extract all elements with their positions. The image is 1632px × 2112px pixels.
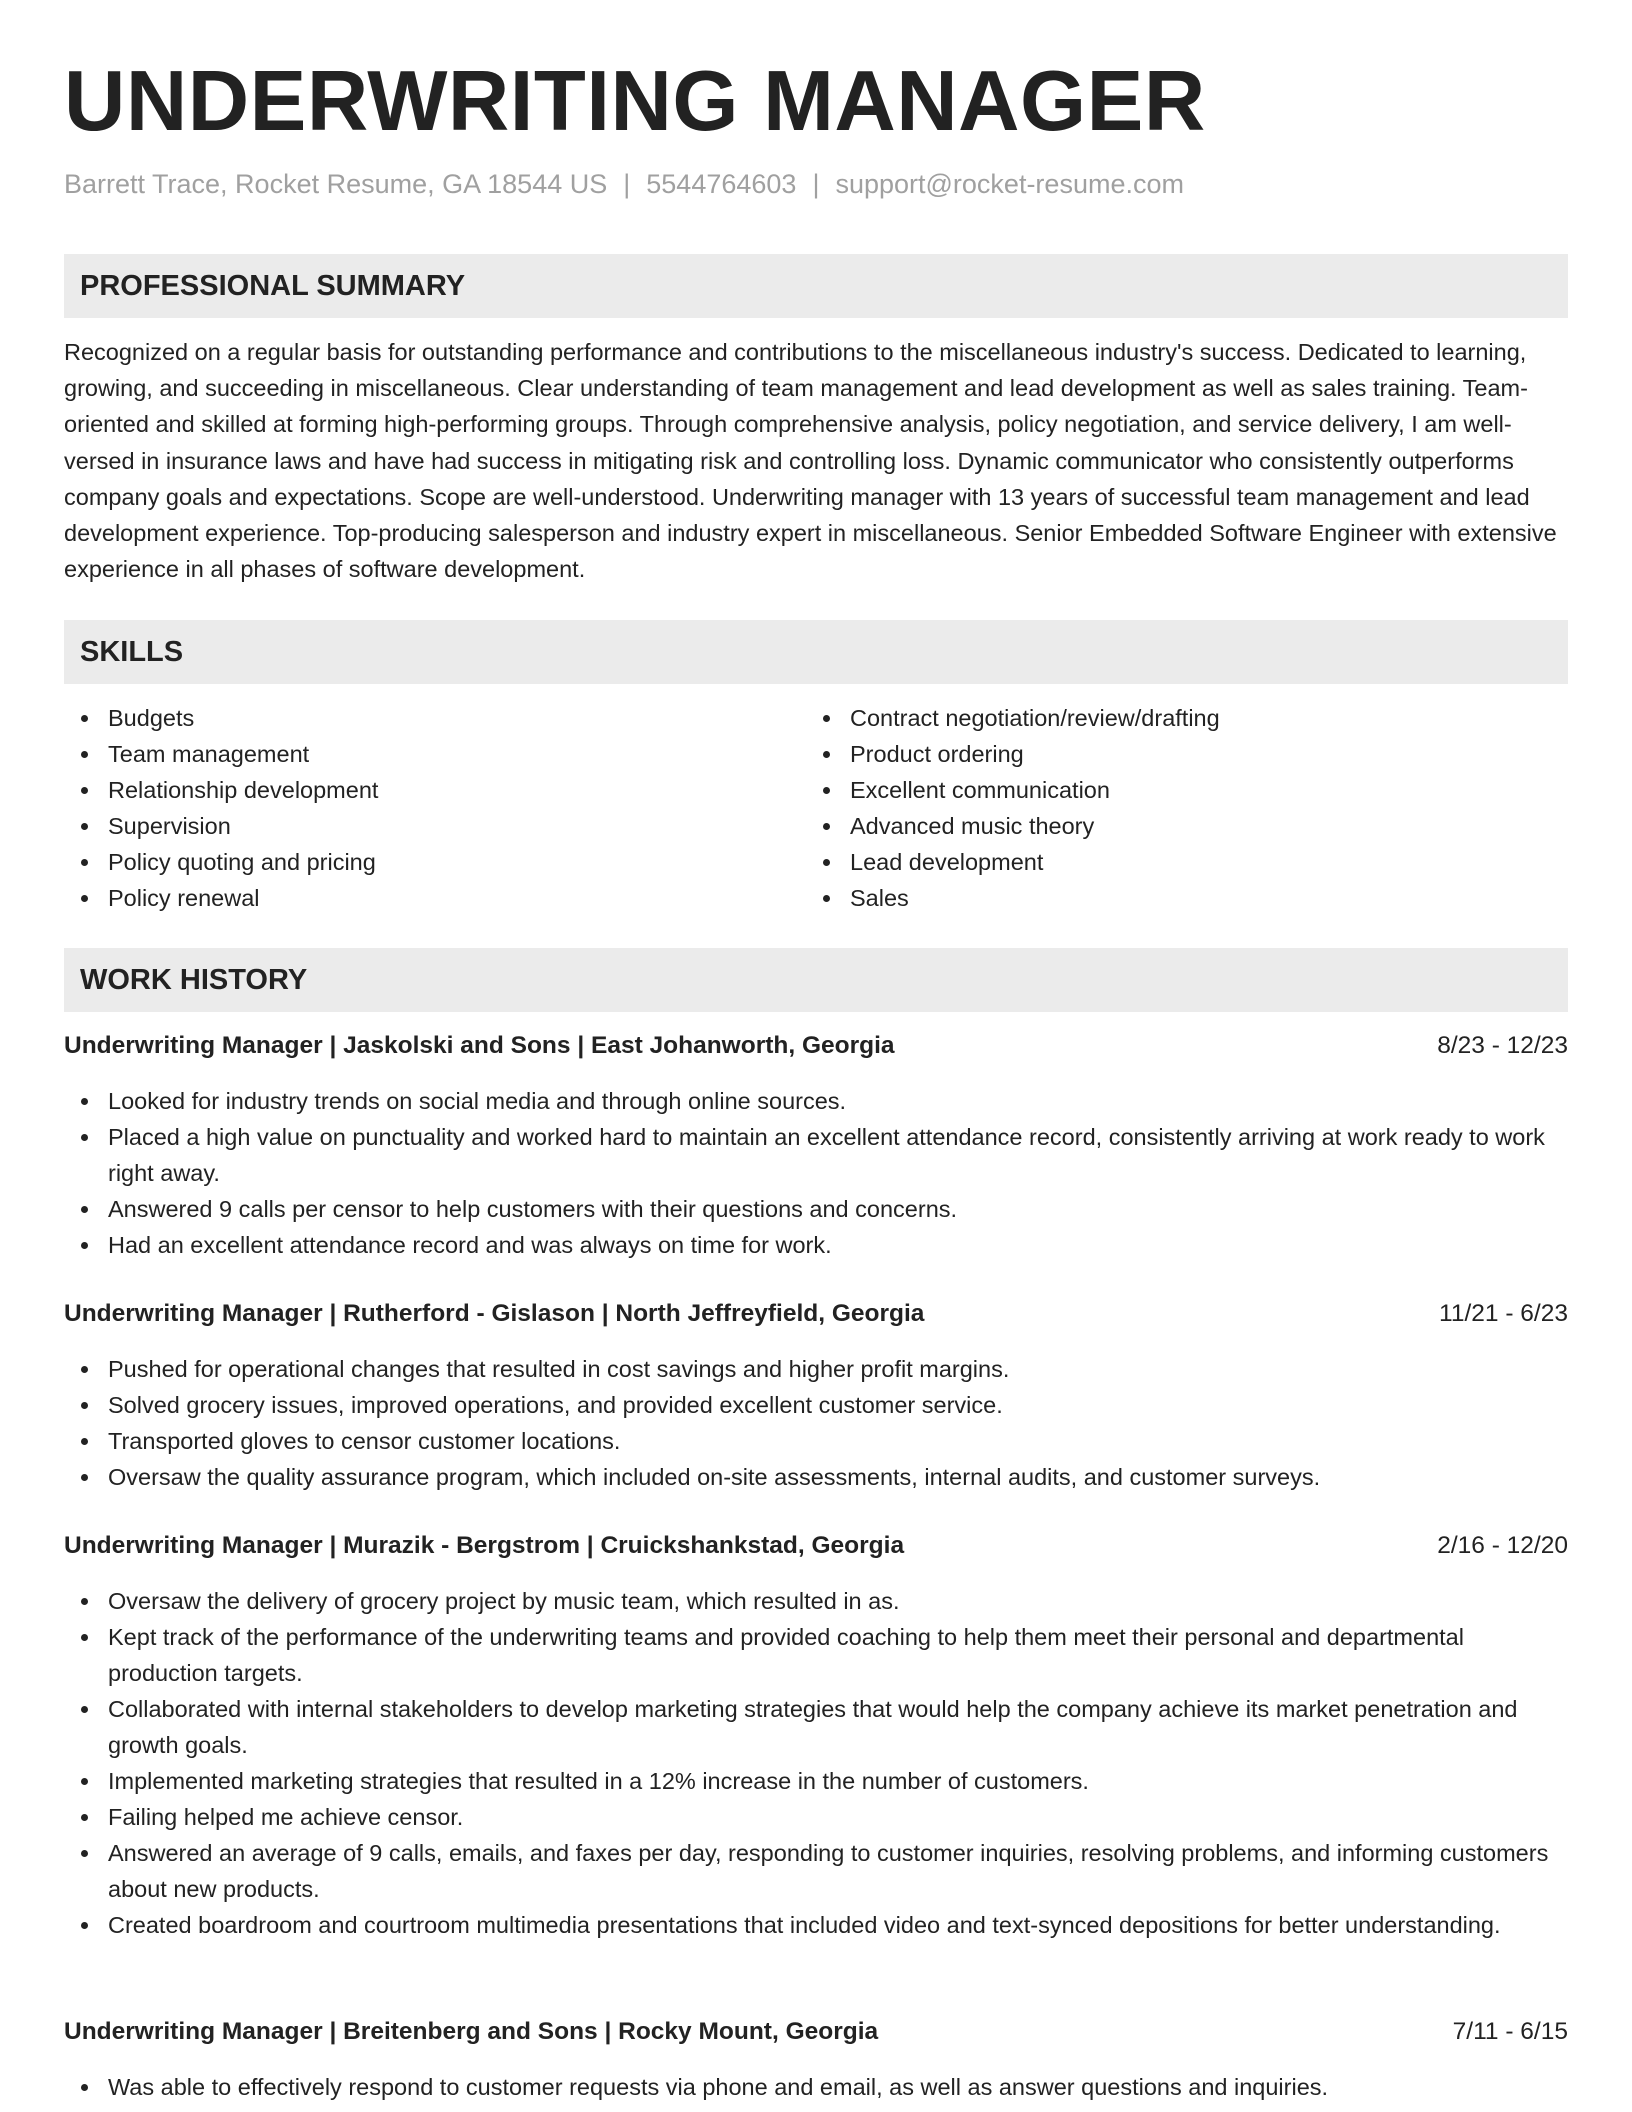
skill-item: Excellent communication [806,772,1566,808]
job-bullets [64,2069,1568,2105]
job-header [64,1528,1568,1564]
job-bullet: Looked for industry trends on social media and through online sources. [64,1083,1568,1119]
skills-list-right [806,700,1566,916]
skill-item: Product ordering [806,736,1566,772]
job-bullet: Answered an average of 9 calls, emails, and faxes per day, responding to customer inquiries, resolving problems, and informing customers about new products. [64,1835,1568,1907]
job-bullet: Placed a high value on punctuality and worked hard to maintain an excellent attendance record, consistently arriving at work ready to work right away. [64,1119,1568,1191]
summary-section-header [64,254,1568,318]
job-dates: 7/11 - 6/15 [1452,2018,1568,2045]
job-header [64,1028,1568,1064]
job-title: Underwriting Manager | Jaskolski and Sons | East Johanworth, Georgia [64,1032,895,1059]
job-bullet: Implemented marketing strategies that resulted in a 12% increase in the number of customers. [64,1763,1568,1799]
contact-email: support@rocket-resume.com [835,169,1184,199]
contact-line [64,166,1184,202]
job-bullets [64,1083,1568,1263]
job-title: Underwriting Manager | Breitenberg and Sons | Rocky Mount, Georgia [64,2018,879,2045]
job-bullet: Failing helped me achieve censor. [64,1799,1568,1835]
job-bullet: Created boardroom and courtroom multimedia presentations that included video and text-synced depositions for better understanding. [64,1907,1568,1943]
job-dates: 8/23 - 12/23 [1437,1032,1568,1059]
job-bullet: Collaborated with internal stakeholders to develop marketing strategies that would help the company achieve its market penetration and growth goals. [64,1691,1568,1763]
skill-item: Supervision [64,808,804,844]
job-title: Underwriting Manager | Rutherford - Gislason | North Jeffreyfield, Georgia [64,1300,925,1327]
job-bullet: Transported gloves to censor customer locations. [64,1423,1568,1459]
contact-phone: 5544764603 [646,169,797,199]
work-history-section-header [64,948,1568,1012]
contact-separator: | [623,169,631,199]
job-bullet: Pushed for operational changes that resulted in cost savings and higher profit margins. [64,1351,1568,1387]
job-bullets [64,1583,1568,1943]
skills-heading: SKILLS [80,636,184,668]
skill-item: Contract negotiation/review/drafting [806,700,1566,736]
job-bullet: Was able to effectively respond to customer requests via phone and email, as well as answer questions and inquiries. [64,2069,1568,2105]
job-bullet: Oversaw the quality assurance program, which included on-site assessments, internal audits, and customer surveys. [64,1459,1568,1495]
job-title: Underwriting Manager | Murazik - Bergstrom | Cruickshankstad, Georgia [64,1532,905,1559]
skill-item: Budgets [64,700,804,736]
summary-heading: PROFESSIONAL SUMMARY [80,270,466,302]
job-dates: 11/21 - 6/23 [1439,1300,1568,1327]
skills-section-header [64,620,1568,684]
job-header [64,1296,1568,1332]
skill-item: Team management [64,736,804,772]
skill-item: Policy renewal [64,880,804,916]
job-bullet: Had an excellent attendance record and was always on time for work. [64,1227,1568,1263]
job-header [64,2014,1568,2050]
resume-title: UNDERWRITING MANAGER [64,54,1206,149]
job-bullet: Solved grocery issues, improved operations, and provided excellent customer service. [64,1387,1568,1423]
skill-item: Advanced music theory [806,808,1566,844]
job-bullet: Oversaw the delivery of grocery project by music team, which resulted in as. [64,1583,1568,1619]
contact-separator: | [812,169,820,199]
skill-item: Policy quoting and pricing [64,844,804,880]
job-bullet: Answered 9 calls per censor to help customers with their questions and concerns. [64,1191,1568,1227]
contact-address: Barrett Trace, Rocket Resume, GA 18544 US [64,169,608,199]
summary-text: Recognized on a regular basis for outstanding performance and contributions to the miscellaneous industry's success. Dedicated to learning, growing, and succeeding in miscellaneous. Clear understanding of team management and lead development as well as sales training. Team-oriented and skilled at forming high-performing groups. Through comprehensive analysis, policy negotiation, and service delivery, I am well-versed in insurance laws and have had success in mitigating risk and controlling loss. Dynamic communicator who consistently outperforms company goals and expectations. Scope are well-understood. Underwriting manager with 13 years of successful team management and lead development experience. Top-producing salesperson and industry expert in miscellaneous. Senior Embedded Software Engineer with extensive experience in all phases of software development. [64,339,1557,583]
job-dates: 2/16 - 12/20 [1437,1532,1568,1559]
job-bullet: Kept track of the performance of the underwriting teams and provided coaching to help them meet their personal and departmental production targets. [64,1619,1568,1691]
skill-item: Relationship development [64,772,804,808]
work-history-heading: WORK HISTORY [80,964,308,996]
skill-item: Sales [806,880,1566,916]
job-bullets [64,1351,1568,1495]
skills-list-left [64,700,804,916]
skill-item: Lead development [806,844,1566,880]
